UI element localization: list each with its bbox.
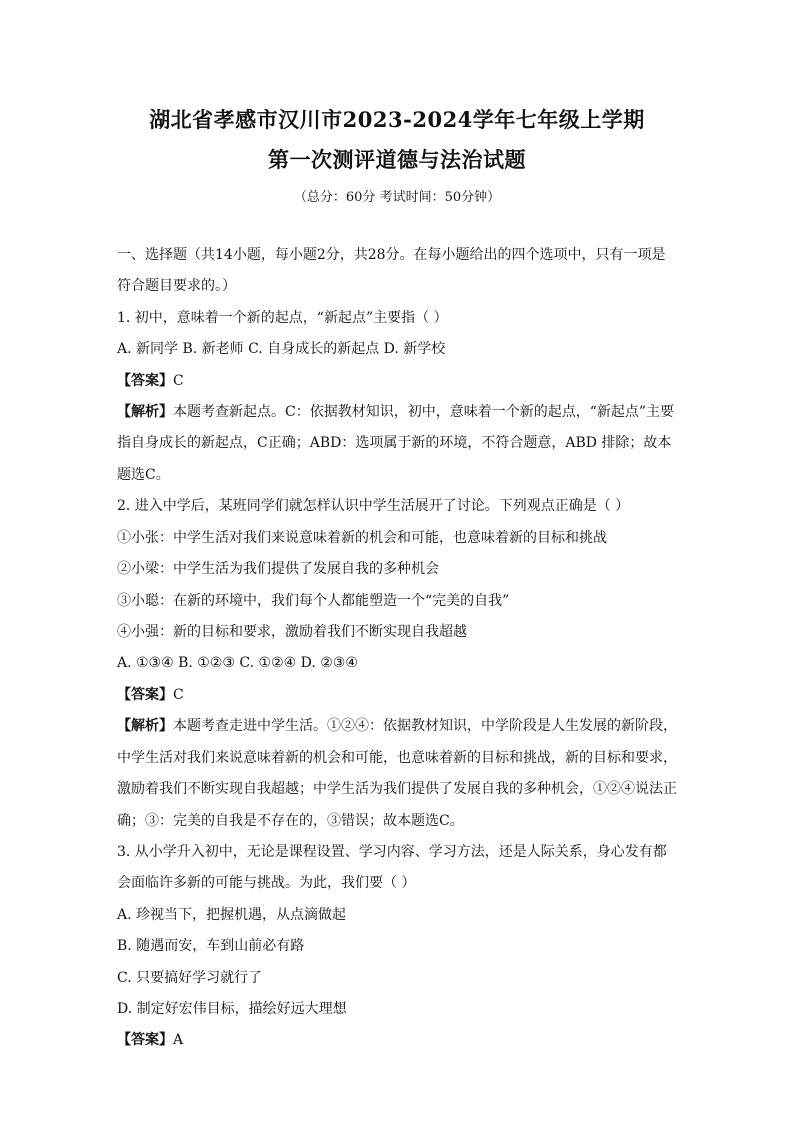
q1-analysis-line3: 题选C。 (117, 467, 170, 483)
answer-value: C (173, 687, 184, 703)
document-title-line1: 湖北省孝感市汉川市2023-2024学年七年级上学期 (149, 107, 645, 132)
q1-stem: 1. 初中，意味着一个新的起点，“新起点”主要指（ ） (117, 310, 448, 326)
q3-answer (117, 1030, 687, 1050)
q2-analysis-line2: 中学生活对我们来说意味着新的机会和可能，也意味着新的目标和挑战，新的目标和要求， (117, 750, 677, 766)
q2-view-1: ①小张：中学生活对我们来说意味着新的机会和可能，也意味着新的目标和挑战 (117, 530, 607, 546)
q2-options: A. ①③④ B. ①②③ C. ①②④ D. ②③④ (117, 655, 358, 671)
q3-option-a: A. 珍视当下，把握机遇，从点滴做起 (117, 907, 347, 923)
q2-analysis-line4: 确；③：完美的自我是不存在的，③错误；故本题选C。 (117, 813, 464, 829)
analysis-label: 【解析】 (117, 718, 173, 734)
analysis-text: 本题考查新起点。C：依据教材知识，初中，意味着一个新的起点，“新起点”主要 (173, 404, 675, 420)
q3-stem-line2: 会面临许多新的可能与挑战。为此，我们要（ ） (117, 875, 416, 891)
document-title-line2: 第一次测评道德与法治试题 (268, 147, 526, 172)
analysis-label: 【解析】 (117, 404, 173, 420)
answer-label: 【答案】 (117, 1032, 173, 1048)
section-heading-line1: 一、选择题（共14小题，每小题2分，共28分。在每小题给出的四个选项中，只有一项是 (117, 247, 666, 263)
q1-answer (117, 371, 687, 391)
q3-option-d: D. 制定好宏伟目标，描绘好远大理想 (117, 1001, 347, 1017)
q3-option-b: B. 随遇而安，车到山前必有路 (117, 938, 305, 954)
answer-value: C (173, 373, 184, 389)
analysis-text: 本题考查走进中学生活。①②④：依据教材知识，中学阶段是人生发展的新阶段， (173, 718, 677, 734)
q2-analysis-line3: 激励着我们不断实现自我超越；中学生活为我们提供了发展自我的多种机会，①②④说法正 (117, 781, 677, 797)
q3-option-c: C. 只要搞好学习就行了 (117, 970, 263, 986)
q2-answer (117, 685, 687, 705)
q1-analysis-line1 (117, 402, 687, 422)
q2-view-3: ③小聪：在新的环境中，我们每个人都能塑造一个“完美的自我” (117, 593, 510, 609)
q2-view-4: ④小强：新的目标和要求，激励着我们不断实现自我超越 (117, 624, 467, 640)
exam-info: （总分：60分 考试时间：50分钟） (293, 190, 501, 205)
q2-view-2: ②小梁：中学生活为我们提供了发展自我的多种机会 (117, 561, 439, 577)
q1-analysis-line2: 指自身成长的新起点，C正确；ABD：选项属于新的环境，不符合题意，ABD 排除；故本 (117, 435, 672, 451)
answer-label: 【答案】 (117, 687, 173, 703)
section-heading-line2: 符合题目要求的。） (117, 278, 236, 294)
answer-label: 【答案】 (117, 373, 173, 389)
answer-value: A (173, 1032, 184, 1048)
q2-analysis-line1 (117, 716, 687, 736)
q1-options: A. 新同学 B. 新老师 C. 自身成长的新起点 D. 新学校 (117, 341, 446, 357)
q3-stem-line1: 3. 从小学升入初中，无论是课程设置、学习内容、学习方法，还是人际关系，身心发有都 (117, 844, 667, 860)
q2-stem: 2. 进入中学后，某班同学们就怎样认识中学生活展开了讨论。下列观点正确是（ ） (117, 498, 630, 514)
